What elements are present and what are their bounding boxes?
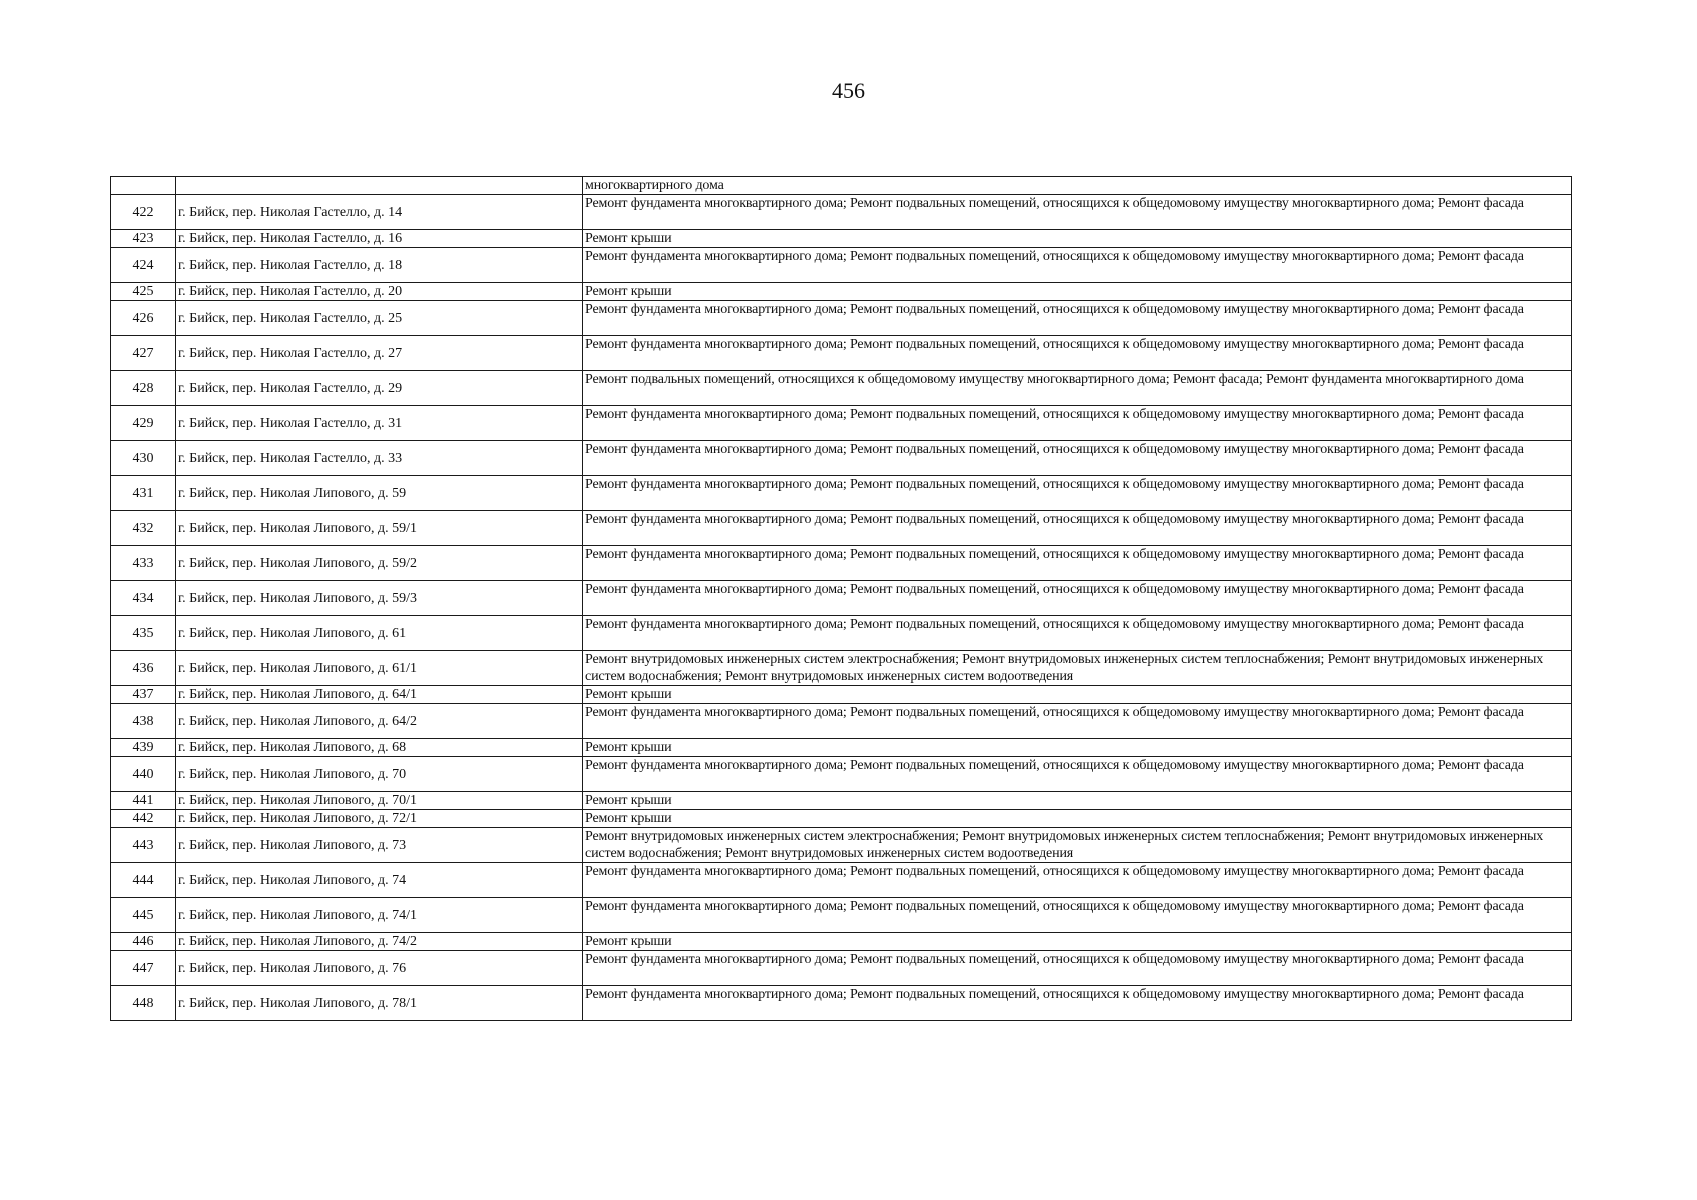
table-row xyxy=(111,739,1572,757)
works-cell: Ремонт фундамента многоквартирного дома; Ремонт подвальных помещений, относящихся к общедомовому имуществу многоквартирного дома; Ремонт фасада xyxy=(583,511,1572,546)
works-cell: Ремонт фундамента многоквартирного дома; Ремонт подвальных помещений, относящихся к общедомовому имуществу многоквартирного дома; Ремонт фасада xyxy=(583,441,1572,476)
works-cell: Ремонт фундамента многоквартирного дома; Ремонт подвальных помещений, относящихся к общедомовому имуществу многоквартирного дома; Ремонт фасада xyxy=(583,546,1572,581)
table-row xyxy=(111,810,1572,828)
table-row xyxy=(111,651,1572,686)
table-row xyxy=(111,986,1572,1021)
continuation-row xyxy=(111,177,1572,195)
works-cell: Ремонт фундамента многоквартирного дома; Ремонт подвальных помещений, относящихся к общедомовому имуществу многоквартирного дома; Ремонт фасада xyxy=(583,863,1572,898)
table-row xyxy=(111,863,1572,898)
table-row xyxy=(111,686,1572,704)
row-number-cell: 436 xyxy=(111,651,176,686)
address-cell: г. Бийск, пер. Николая Гастелло, д. 18 xyxy=(176,248,583,283)
repair-table-body xyxy=(111,177,1572,1021)
table-row xyxy=(111,792,1572,810)
table-row xyxy=(111,371,1572,406)
row-number-cell: 442 xyxy=(111,810,176,828)
address-cell: г. Бийск, пер. Николая Гастелло, д. 27 xyxy=(176,336,583,371)
table-row xyxy=(111,248,1572,283)
address-cell: г. Бийск, пер. Николая Липового, д. 74/2 xyxy=(176,933,583,951)
address-cell: г. Бийск, пер. Николая Липового, д. 59/2 xyxy=(176,546,583,581)
table-row xyxy=(111,336,1572,371)
row-number-cell: 422 xyxy=(111,195,176,230)
works-cell: Ремонт крыши xyxy=(583,810,1572,828)
continuation-address-cell xyxy=(176,177,583,195)
works-cell: Ремонт фундамента многоквартирного дома; Ремонт подвальных помещений, относящихся к общедомовому имуществу многоквартирного дома; Ремонт фасада xyxy=(583,406,1572,441)
row-number-cell: 433 xyxy=(111,546,176,581)
address-cell: г. Бийск, пер. Николая Липового, д. 70/1 xyxy=(176,792,583,810)
row-number-cell: 435 xyxy=(111,616,176,651)
works-cell: Ремонт крыши xyxy=(583,686,1572,704)
table-row xyxy=(111,757,1572,792)
row-number-cell: 438 xyxy=(111,704,176,739)
address-cell: г. Бийск, пер. Николая Липового, д. 70 xyxy=(176,757,583,792)
table-row xyxy=(111,898,1572,933)
address-cell: г. Бийск, пер. Николая Липового, д. 73 xyxy=(176,828,583,863)
row-number-cell: 427 xyxy=(111,336,176,371)
address-cell: г. Бийск, пер. Николая Гастелло, д. 16 xyxy=(176,230,583,248)
repair-table xyxy=(110,176,1572,1021)
table-row xyxy=(111,616,1572,651)
table-row xyxy=(111,511,1572,546)
address-cell: г. Бийск, пер. Николая Гастелло, д. 14 xyxy=(176,195,583,230)
address-cell: г. Бийск, пер. Николая Гастелло, д. 25 xyxy=(176,301,583,336)
address-cell: г. Бийск, пер. Николая Липового, д. 64/1 xyxy=(176,686,583,704)
row-number-cell: 426 xyxy=(111,301,176,336)
works-cell: Ремонт фундамента многоквартирного дома; Ремонт подвальных помещений, относящихся к общедомовому имуществу многоквартирного дома; Ремонт фасада xyxy=(583,616,1572,651)
address-cell: г. Бийск, пер. Николая Липового, д. 76 xyxy=(176,951,583,986)
address-cell: г. Бийск, пер. Николая Липового, д. 61 xyxy=(176,616,583,651)
works-cell: Ремонт фундамента многоквартирного дома; Ремонт подвальных помещений, относящихся к общедомовому имуществу многоквартирного дома; Ремонт фасада xyxy=(583,986,1572,1021)
table-row xyxy=(111,301,1572,336)
table-row xyxy=(111,195,1572,230)
row-number-cell: 439 xyxy=(111,739,176,757)
table-row xyxy=(111,933,1572,951)
row-number-cell: 444 xyxy=(111,863,176,898)
table-row xyxy=(111,476,1572,511)
table-row xyxy=(111,283,1572,301)
address-cell: г. Бийск, пер. Николая Гастелло, д. 31 xyxy=(176,406,583,441)
table-row xyxy=(111,704,1572,739)
works-cell: Ремонт фундамента многоквартирного дома; Ремонт подвальных помещений, относящихся к общедомовому имуществу многоквартирного дома; Ремонт фасада xyxy=(583,301,1572,336)
address-cell: г. Бийск, пер. Николая Липового, д. 59/1 xyxy=(176,511,583,546)
table-row xyxy=(111,951,1572,986)
works-cell: Ремонт крыши xyxy=(583,792,1572,810)
works-cell: Ремонт фундамента многоквартирного дома; Ремонт подвальных помещений, относящихся к общедомовому имуществу многоквартирного дома; Ремонт фасада xyxy=(583,951,1572,986)
row-number-cell: 430 xyxy=(111,441,176,476)
works-cell: Ремонт крыши xyxy=(583,739,1572,757)
table-row xyxy=(111,230,1572,248)
works-cell: Ремонт фундамента многоквартирного дома; Ремонт подвальных помещений, относящихся к общедомовому имуществу многоквартирного дома; Ремонт фасада xyxy=(583,581,1572,616)
address-cell: г. Бийск, пер. Николая Липового, д. 64/2 xyxy=(176,704,583,739)
address-cell: г. Бийск, пер. Николая Липового, д. 74 xyxy=(176,863,583,898)
works-cell: Ремонт крыши xyxy=(583,283,1572,301)
row-number-cell: 428 xyxy=(111,371,176,406)
row-number-cell: 423 xyxy=(111,230,176,248)
continuation-num-cell xyxy=(111,177,176,195)
table-row xyxy=(111,828,1572,863)
table-row xyxy=(111,406,1572,441)
address-cell: г. Бийск, пер. Николая Липового, д. 59/3 xyxy=(176,581,583,616)
address-cell: г. Бийск, пер. Николая Липового, д. 78/1 xyxy=(176,986,583,1021)
address-cell: г. Бийск, пер. Николая Липового, д. 72/1 xyxy=(176,810,583,828)
row-number-cell: 446 xyxy=(111,933,176,951)
row-number-cell: 447 xyxy=(111,951,176,986)
works-cell: Ремонт внутридомовых инженерных систем электроснабжения; Ремонт внутридомовых инженерных систем теплоснабжения; Ремонт внутридомовых инженерных систем водоснабжения; Ремонт внутридомовых инженерных систем водоотведения xyxy=(583,828,1572,863)
page-number: 456 xyxy=(832,78,865,103)
row-number-cell: 448 xyxy=(111,986,176,1021)
address-cell: г. Бийск, пер. Николая Липового, д. 59 xyxy=(176,476,583,511)
works-cell: Ремонт подвальных помещений, относящихся к общедомовому имуществу многоквартирного дома; Ремонт фасада; Ремонт фундамента многоквартирного дома xyxy=(583,371,1572,406)
works-cell: Ремонт фундамента многоквартирного дома; Ремонт подвальных помещений, относящихся к общедомовому имуществу многоквартирного дома; Ремонт фасада xyxy=(583,898,1572,933)
row-number-cell: 445 xyxy=(111,898,176,933)
row-number-cell: 429 xyxy=(111,406,176,441)
row-number-cell: 440 xyxy=(111,757,176,792)
table-row xyxy=(111,441,1572,476)
row-number-cell: 443 xyxy=(111,828,176,863)
table-row xyxy=(111,546,1572,581)
address-cell: г. Бийск, пер. Николая Липового, д. 74/1 xyxy=(176,898,583,933)
row-number-cell: 434 xyxy=(111,581,176,616)
works-cell: Ремонт крыши xyxy=(583,230,1572,248)
address-cell: г. Бийск, пер. Николая Гастелло, д. 20 xyxy=(176,283,583,301)
works-cell: Ремонт крыши xyxy=(583,933,1572,951)
works-cell: Ремонт фундамента многоквартирного дома; Ремонт подвальных помещений, относящихся к общедомовому имуществу многоквартирного дома; Ремонт фасада xyxy=(583,704,1572,739)
row-number-cell: 425 xyxy=(111,283,176,301)
address-cell: г. Бийск, пер. Николая Гастелло, д. 33 xyxy=(176,441,583,476)
works-cell: Ремонт фундамента многоквартирного дома; Ремонт подвальных помещений, относящихся к общедомовому имуществу многоквартирного дома; Ремонт фасада xyxy=(583,476,1572,511)
row-number-cell: 424 xyxy=(111,248,176,283)
address-cell: г. Бийск, пер. Николая Гастелло, д. 29 xyxy=(176,371,583,406)
row-number-cell: 437 xyxy=(111,686,176,704)
continuation-works-cell: многоквартирного дома xyxy=(583,177,1572,195)
works-cell: Ремонт фундамента многоквартирного дома; Ремонт подвальных помещений, относящихся к общедомовому имуществу многоквартирного дома; Ремонт фасада xyxy=(583,195,1572,230)
row-number-cell: 431 xyxy=(111,476,176,511)
works-cell: Ремонт фундамента многоквартирного дома; Ремонт подвальных помещений, относящихся к общедомовому имуществу многоквартирного дома; Ремонт фасада xyxy=(583,248,1572,283)
works-cell: Ремонт фундамента многоквартирного дома; Ремонт подвальных помещений, относящихся к общедомовому имуществу многоквартирного дома; Ремонт фасада xyxy=(583,336,1572,371)
repair-table-container xyxy=(110,176,1560,1021)
row-number-cell: 441 xyxy=(111,792,176,810)
address-cell: г. Бийск, пер. Николая Липового, д. 68 xyxy=(176,739,583,757)
works-cell: Ремонт внутридомовых инженерных систем электроснабжения; Ремонт внутридомовых инженерных систем теплоснабжения; Ремонт внутридомовых инженерных систем водоснабжения; Ремонт внутридомовых инженерных систем водоотведения xyxy=(583,651,1572,686)
table-row xyxy=(111,581,1572,616)
row-number-cell: 432 xyxy=(111,511,176,546)
works-cell: Ремонт фундамента многоквартирного дома; Ремонт подвальных помещений, относящихся к общедомовому имуществу многоквартирного дома; Ремонт фасада xyxy=(583,757,1572,792)
address-cell: г. Бийск, пер. Николая Липового, д. 61/1 xyxy=(176,651,583,686)
